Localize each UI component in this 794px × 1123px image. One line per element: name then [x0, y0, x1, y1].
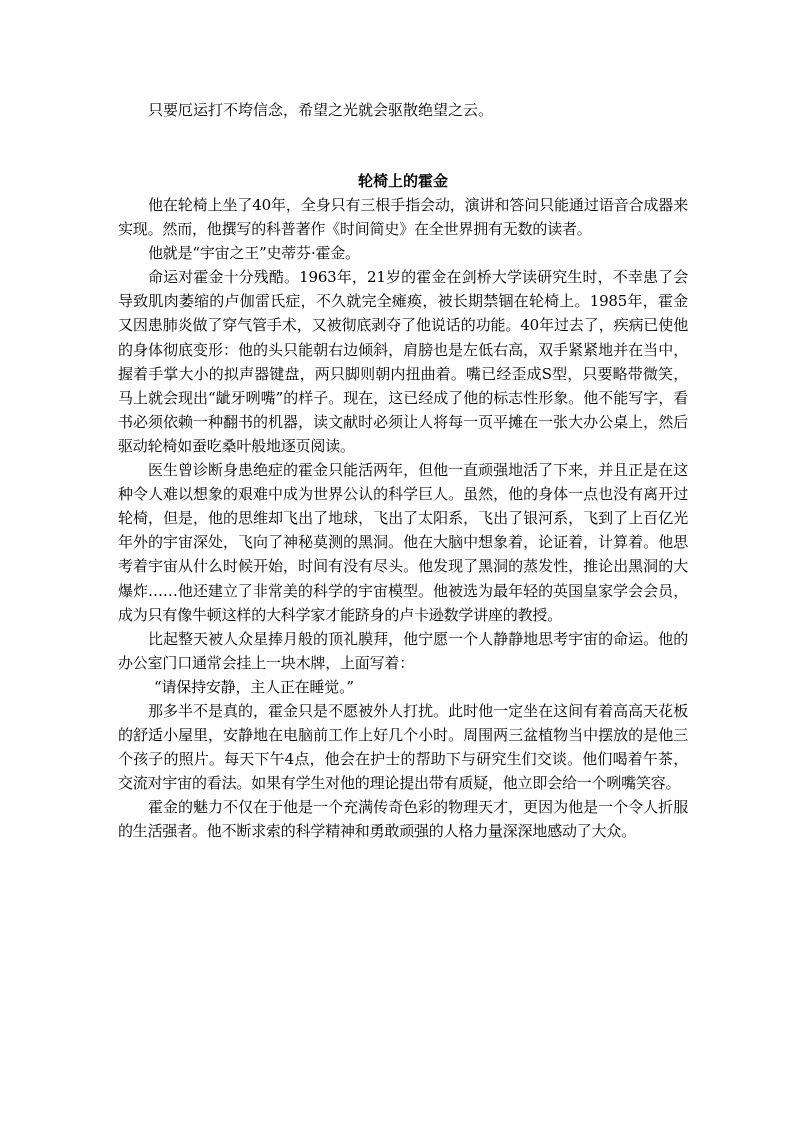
article-title: 轮椅上的霍金 — [357, 172, 448, 190]
paragraph-8: 霍金的魅力不仅在于他是一个充满传奇色彩的物理天才，更因为他是一个令人折服的生活强者。他不断求索的科学精神和勇敢顽强的人格力量深深地感动了大众。 — [118, 798, 688, 841]
paragraph-3: 命运对霍金十分残酷。1963年，21岁的霍金在剑桥大学读研究生时，不幸患了会导致肌肉萎缩的卢伽雷氏症，不久就完全瘫痪，被长期禁锢在轮椅上。1985年，霍金又因患肺炎做了穿气管手术，又被彻底剥夺了他说话的功能。40年过去了，疾病已使他的身体彻底变形：他的头只能朝右边倾斜，肩膀也是左低右高，双手紧紧地并在当中，握着手掌大小的拟声器键盘，两只脚则朝内扭曲着。嘴已经歪成S型，只要略带微笑，马上就会现出“龇牙咧嘴”的样子。现在，这已经成了他的标志性形象。他不能写字，看书必须依赖一种翻书的机器，读文献时必须让人将每一页平摊在一张大办公桌上，然后驱动轮椅如蚕吃桑叶般地逐页阅读。 — [118, 268, 688, 455]
paragraph-1: 他在轮椅上坐了40年，全身只有三根手指会动，演讲和答问只能通过语音合成器来实现。然而，他撰写的科普著作《时间简史》在全世界拥有无数的读者。 — [118, 196, 688, 239]
paragraph-5: 比起整天被人众星捧月般的顶礼膜拜，他宁愿一个人静静地思考宇宙的命运。他的办公室门口通常会挂上一块木牌，上面写着： — [118, 629, 688, 672]
paragraph-7: 那多半不是真的，霍金只是不愿被外人打扰。此时他一定坐在这间有着高高天花板的舒适小屋里，安静地在电脑前工作上好几个小时。周围两三盆植物当中摆放的是他三个孩子的照片。每天下午4点，他会在护士的帮助下与研究生们交谈。他们喝着午茶，交流对宇宙的看法。如果有学生对他的理论提出带有质疑，他立即会给一个咧嘴笑容。 — [118, 701, 688, 793]
paragraph-2: 他就是“宇宙之王”史蒂芬·霍金。 — [148, 244, 360, 263]
door-sign-quote: “请保持安静，主人正在睡觉。” — [154, 677, 354, 696]
document-content — [118, 98, 688, 844]
paragraph-4: 医生曾诊断身患绝症的霍金只能活两年，但他一直顽强地活了下来，并且正是在这种令人难以想象的艰难中成为世界公认的科学巨人。虽然，他的身体一点也没有离开过轮椅，但是，他的思维却飞出了地球，飞出了太阳系，飞出了银河系，飞到了上百亿光年外的宇宙深处，飞向了神秘莫测的黑洞。他在大脑中想象着，论证着，计算着。他思考着宇宙从什么时候开始，时间有没有尽头。他发现了黑洞的蒸发性，推论出黑洞的大爆炸……他还建立了非常美的科学的宇宙模型。他被选为最年轻的英国皇家学会会员，成为只有像牛顿这样的大科学家才能跻身的卢卡逊数学讲座的教授。 — [118, 461, 688, 624]
intro-line: 只要厄运打不垮信念，希望之光就会驱散绝望之云。 — [148, 101, 494, 119]
